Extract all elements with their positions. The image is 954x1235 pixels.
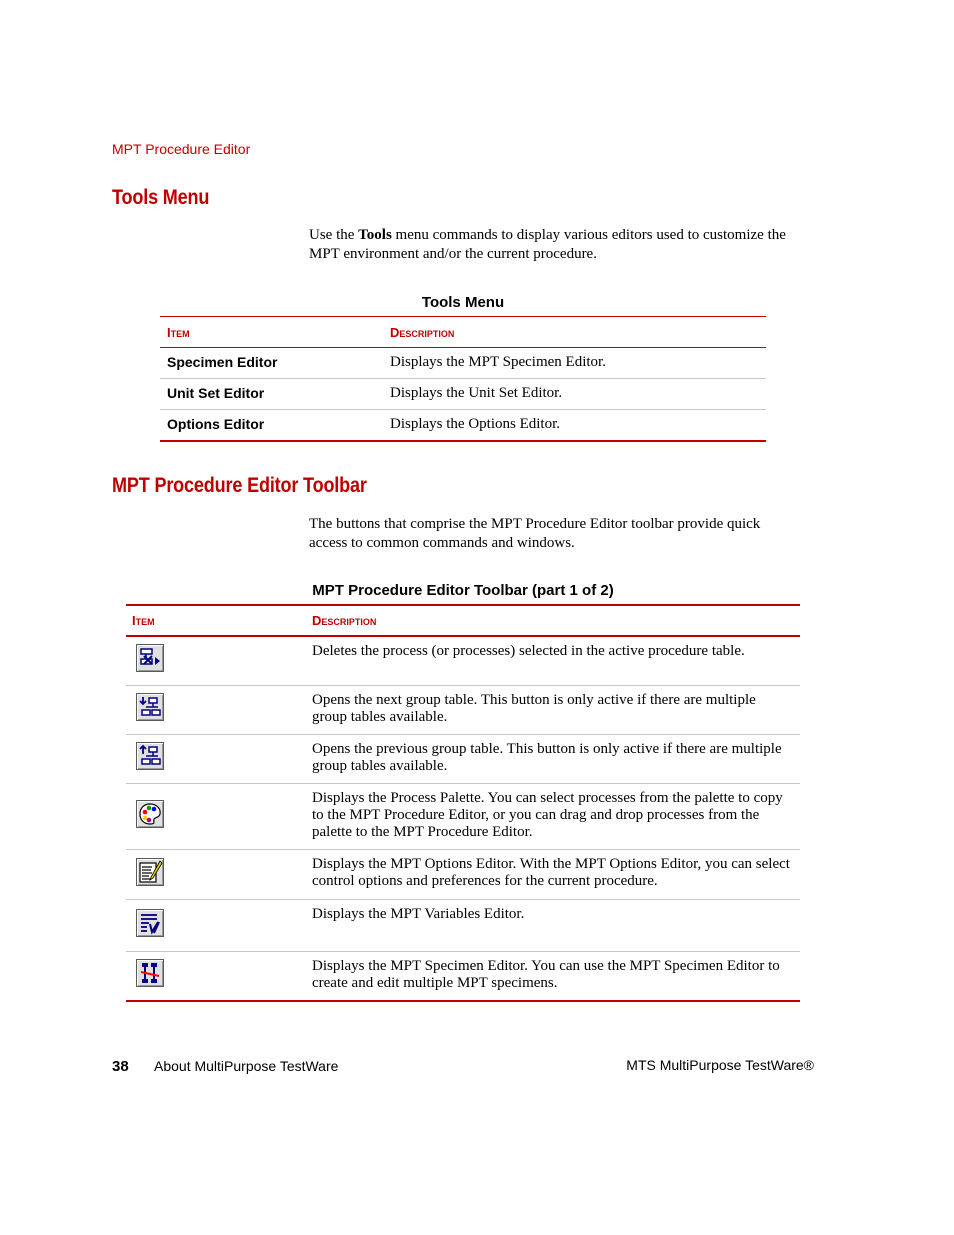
previous-group-table-icon[interactable] bbox=[136, 742, 164, 770]
tools-menu-table bbox=[160, 316, 766, 442]
running-head: MPT Procedure Editor bbox=[112, 141, 251, 157]
footer-chapter: About MultiPurpose TestWare bbox=[154, 1058, 339, 1074]
specimen-editor-icon[interactable] bbox=[136, 959, 164, 987]
table-row bbox=[126, 899, 800, 951]
description-cell: Displays the MPT Specimen Editor. bbox=[390, 354, 606, 370]
table-row bbox=[126, 849, 800, 899]
table-row bbox=[126, 783, 800, 849]
table-row bbox=[126, 636, 800, 685]
column-header-description: Description bbox=[312, 613, 377, 628]
options-editor-icon[interactable] bbox=[136, 858, 164, 886]
description-cell: Opens the next group table. This button is only active if there are multiple group tables available. bbox=[312, 691, 756, 725]
toolbar-heading: MPT Procedure Editor Toolbar bbox=[112, 474, 367, 497]
toolbar-table-caption: MPT Procedure Editor Toolbar (part 1 of 2) bbox=[312, 582, 614, 599]
item-cell: Unit Set Editor bbox=[167, 385, 265, 401]
table-row bbox=[126, 734, 800, 783]
process-palette-icon[interactable] bbox=[136, 800, 164, 828]
description-cell: Displays the Unit Set Editor. bbox=[390, 385, 563, 401]
page-number: 38 bbox=[112, 1058, 129, 1075]
next-group-table-icon[interactable] bbox=[136, 693, 164, 721]
footer-product: MTS MultiPurpose TestWare® bbox=[626, 1057, 814, 1073]
column-header-item: Item bbox=[132, 613, 155, 628]
item-cell: Options Editor bbox=[167, 416, 265, 432]
description-cell: Displays the MPT Options Editor. With the MPT Options Editor, you can select control options and preferences for the current procedure. bbox=[312, 855, 790, 889]
description-cell: Opens the previous group table. This button is only active if there are multiple group tables available. bbox=[312, 740, 782, 774]
delete-process-icon[interactable] bbox=[136, 644, 164, 672]
toolbar-intro: The buttons that comprise the MPT Procedure Editor toolbar provide quick access to common commands and windows. bbox=[309, 516, 761, 551]
table-row bbox=[160, 379, 766, 410]
description-cell: Displays the Options Editor. bbox=[390, 416, 560, 432]
tools-intro: Use the Tools menu commands to display various editors used to customize the MPT environment and/or the current procedure. bbox=[309, 227, 786, 262]
description-cell: Displays the MPT Variables Editor. bbox=[312, 905, 525, 922]
tools-menu-heading: Tools Menu bbox=[112, 186, 210, 209]
variables-editor-icon[interactable] bbox=[136, 909, 164, 937]
table-row bbox=[160, 348, 766, 379]
description-cell: Displays the MPT Specimen Editor. You can use the MPT Specimen Editor to create and edit multiple MPT specimens. bbox=[312, 957, 780, 991]
tools-table-caption: Tools Menu bbox=[421, 294, 505, 311]
column-header-description: Description bbox=[390, 324, 455, 340]
column-header-item: Item bbox=[167, 324, 190, 340]
description-cell: Deletes the process (or processes) selected in the active procedure table. bbox=[312, 643, 745, 659]
description-cell: Displays the Process Palette. You can select processes from the palette to copy to the MPT Procedure Editor, or you can drag and drop processes from the palette to the MPT Procedure Editor. bbox=[312, 789, 783, 840]
item-cell: Specimen Editor bbox=[167, 354, 278, 370]
table-row bbox=[126, 951, 800, 1001]
table-row bbox=[160, 410, 766, 441]
table-row bbox=[126, 685, 800, 734]
toolbar-table bbox=[126, 604, 800, 1002]
